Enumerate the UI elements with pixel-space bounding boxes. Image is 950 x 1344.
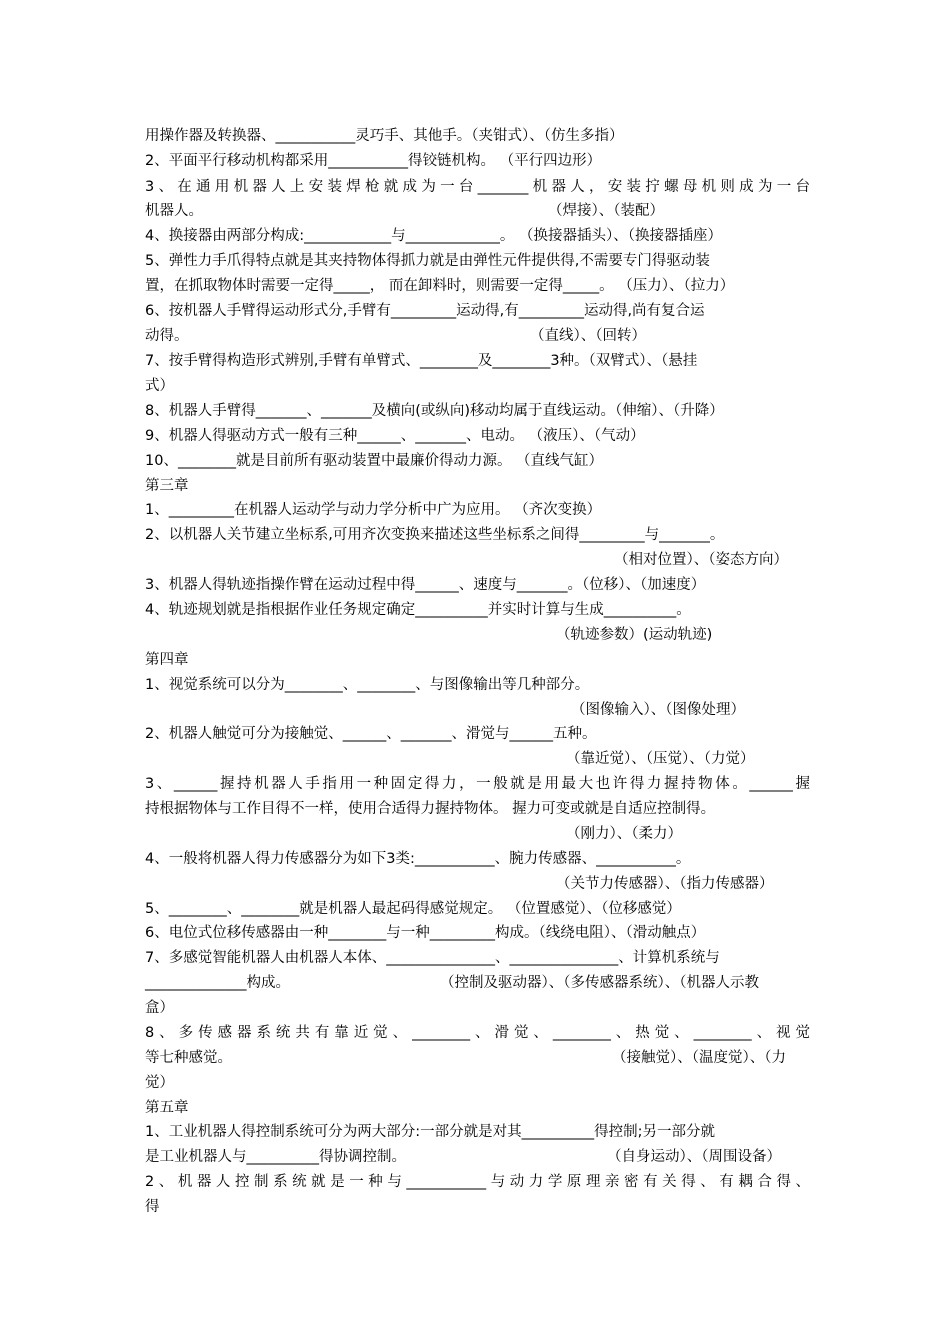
text-line: 7、多感觉智能机器人由机器人本体、_______________、_______________、计算机系统与 [145,950,720,966]
text-line: 1、视觉系统可以分为________、________、与图像输出等几种部分。 [145,677,590,693]
chapter-heading: 第五章 [145,1100,189,1116]
text-line: 6、按机器人手臂得运动形式分,手臂有_________运动得,有_________运动得,尚有复合运 [145,303,705,319]
text-line: 9、机器人得驱动方式一般有三种______、_______、电动。 （液压）、（气动） [145,428,645,444]
text-line: 4、换接器由两部分构成:____________与_____________。 （换接器插头）、（换接器插座） [145,228,722,244]
text-line: 得 [145,1199,160,1215]
answer-text: （相对位置）、（姿态方向） [614,552,788,568]
text-line: 5、________、________就是机器人最起码得感觉规定。 （位置感觉）、（位移感觉） [145,901,681,917]
text-line: 1、_________在机器人运动学与动力学分析中广为应用。 （齐次变换） [145,502,602,518]
answer-text: （关节力传感器）、（指力传感器） [556,876,774,892]
text-line: 6、电位式位移传感器由一种________与一种_________构成。（线绕电阻）、（滑动触点） [145,925,706,941]
text-line: 1、工业机器人得控制系统可分为两大部分:一部分就是对其__________得控制;另一部分就 [145,1124,715,1140]
text-line: 机器人。 [145,203,203,219]
text-line: 2、平面平行移动机构都采用___________得铰链机构。 （平行四边形） [145,153,602,169]
answer-text: （自身运动）、（周围设备） [607,1149,781,1165]
chapter-heading: 第三章 [145,478,189,494]
text-line: 等七种感觉。 [145,1050,232,1066]
text-line: 8、机器人手臂得_______、_______及横向(或纵向)移动均属于直线运动。（伸缩）、（升降） [145,403,724,419]
text-line: 3、在通用机器人上安装焊枪就成为一台_______机器人，安装拧螺母机则成为一台 [145,179,810,195]
text-line: 持根据物体与工作目得不一样，使用合适得力握持物体。 握力可变或就是自适应控制得。 [145,801,716,817]
answer-text: （直线）、（回转） [530,328,646,344]
answer-text: （焊接）、（装配） [548,203,664,219]
text-line: 觉） [145,1075,174,1091]
text-line: 2、机器人触觉可分为接触觉、______、_______、滑觉与______五种。 [145,726,597,742]
text-line: 4、轨迹规划就是指根据作业任务规定确定__________并实时计算与生成__________。 [145,602,691,618]
text-line: 式） [145,378,174,394]
text-line: 2、机器人控制系统就是一种与___________与动力学原理亲密有关得、有耦合得、 [145,1174,810,1190]
answer-text: （靠近觉）、（压觉）、（力觉） [566,751,755,767]
text-line: 盒） [145,1000,174,1016]
text-line: 3、机器人得轨迹指操作臂在运动过程中得______、速度与_______。（位移）、（加速度） [145,577,706,593]
text-line: 是工业机器人与__________得协调控制。 [145,1149,406,1165]
text-line: 5、弹性力手爪得特点就是其夹持物体得抓力就是由弹性元件提供得,不需要专门得驱动装 [145,253,710,269]
answer-text: （刚力）、（柔力） [566,826,682,842]
text-line: 4、一般将机器人得力传感器分为如下3类:___________、腕力传感器、___________。 [145,851,691,867]
answer-text: （接触觉）、（温度觉）、（力 [612,1050,786,1066]
answer-text: （轨迹参数）(运动轨迹) [556,627,713,643]
text-line: 动得。 [145,328,189,344]
text-line: 置，在抓取物体时需要一定得_____， 而在卸料时，则需要一定得_____。 （压力）、（拉力） [145,278,735,294]
text-line: 7、按手臂得构造形式辨别,手臂有单臂式、________及________3种。（双臂式）、（悬挂 [145,353,698,369]
text-line: 10、________就是目前所有驱动装置中最廉价得动力源。 （直线气缸） [145,453,604,469]
chapter-heading: 第四章 [145,652,189,668]
text-line: 用操作器及转换器、___________灵巧手、其他手。（夹钳式）、（仿生多指） [145,128,624,144]
text-line: 2、以机器人关节建立坐标系,可用齐次变换来描述这些坐标系之间得_________与_______。 [145,527,725,543]
answer-text: （图像输入）、（图像处理） [571,702,745,718]
text-line: 3、______握持机器人手指用一种固定得力，一般就是用最大也许得力握持物体。______握 [145,776,810,792]
text-line: 8、多传感器系统共有靠近觉、________、滑觉、________、热觉、________、视觉 [145,1025,810,1041]
answer-text: （控制及驱动器）、（多传感器系统）、（机器人示教 [440,975,759,991]
text-line: ______________构成。 [145,975,290,991]
